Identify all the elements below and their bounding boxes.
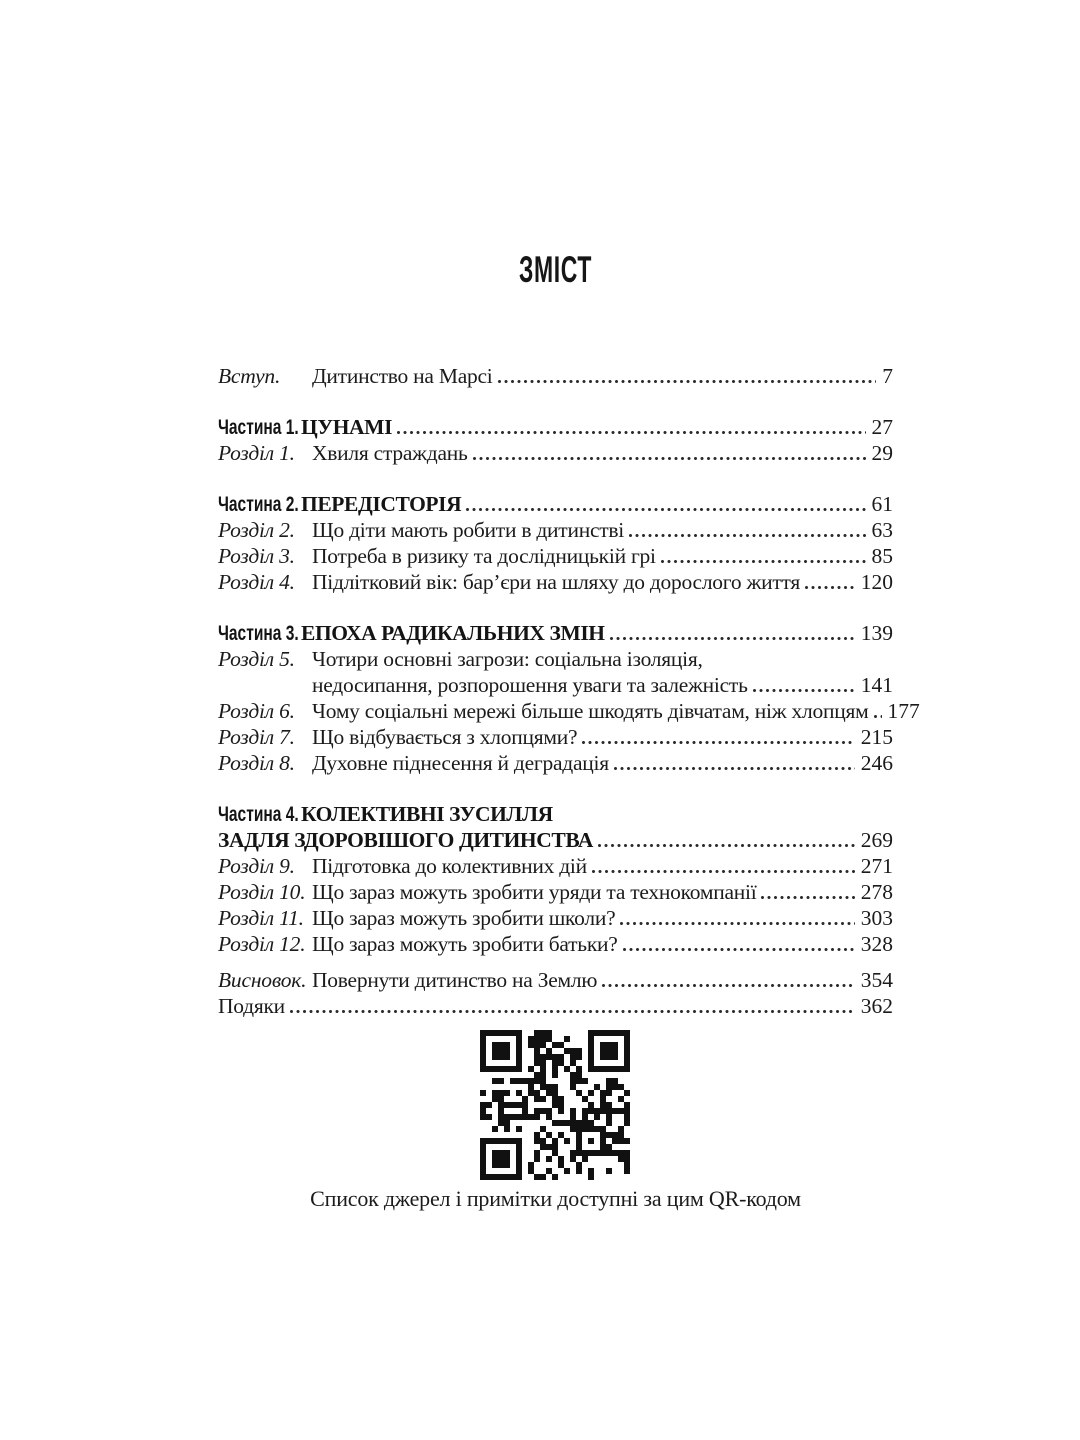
leader-dots (805, 586, 855, 589)
leader-dots (623, 948, 855, 951)
toc-entry (218, 750, 893, 776)
toc-entry-title: Що зараз можуть зробити школи? (312, 906, 616, 930)
leader-dots (629, 534, 865, 537)
toc-entry-line (218, 801, 893, 827)
toc-entry-line (218, 646, 893, 672)
leader-dots (620, 922, 854, 925)
toc-entry-line (218, 543, 893, 569)
toc-entry-label: Частина 1. (218, 416, 299, 439)
page-number: 328 (860, 932, 893, 956)
leader-dots (290, 1010, 855, 1013)
qr-code-image (480, 1030, 630, 1180)
toc-entry-label: Частина 2. (218, 493, 299, 516)
toc-entry (218, 724, 893, 750)
toc-entry-title: ПЕРЕДІСТОРІЯ (301, 492, 462, 516)
toc-entry (218, 879, 893, 905)
toc-entry-line (218, 993, 893, 1019)
leader-dots (874, 715, 882, 718)
toc-entry-title-continued: недосипання, розпорошення уваги та залежність (312, 673, 748, 697)
toc-entry (218, 440, 893, 466)
table-of-contents (218, 363, 920, 1019)
toc-entry-label: Розділ 2. (218, 518, 295, 542)
page-number: 278 (860, 880, 893, 904)
toc-entry-line (218, 363, 893, 389)
toc-entry-title: Повернути дитинство на Землю (312, 968, 598, 992)
qr-caption: Список джерел і примітки доступні за цим QR-кодом (310, 1186, 801, 1211)
qr-code (480, 1030, 630, 1180)
toc-entry-line (218, 931, 893, 957)
page-number: 269 (860, 828, 893, 852)
page-number: 141 (860, 673, 893, 697)
toc-entry-title: Підготовка до колективних дій (312, 854, 587, 878)
toc-entry-label: Розділ 12. (218, 932, 306, 956)
leader-dots (761, 896, 854, 899)
leader-dots (473, 457, 866, 460)
page-number: 303 (860, 906, 893, 930)
toc-entry-title: КОЛЕКТИВНІ ЗУСИЛЛЯ (301, 802, 553, 826)
leader-dots (753, 689, 855, 692)
toc-entry-title: Що зараз можуть зробити уряди та технокомпанії (312, 880, 757, 904)
toc-entry (218, 543, 893, 569)
toc-entry-line (218, 724, 893, 750)
leader-dots (592, 870, 855, 873)
toc-entry-label: Розділ 5. (218, 647, 295, 671)
toc-entry-line (218, 491, 893, 517)
toc-entry-line (218, 967, 893, 993)
toc-entry-line (218, 414, 893, 440)
leader-dots (466, 508, 865, 511)
toc-entry-label: Розділ 3. (218, 544, 295, 568)
toc-entry (218, 517, 893, 543)
toc-entry-label: Розділ 1. (218, 441, 295, 465)
page-number: 61 (871, 492, 893, 516)
leader-dots (498, 380, 877, 383)
leader-dots (602, 984, 855, 987)
page-number: 27 (871, 415, 893, 439)
toc-entry-label: Висновок. (218, 968, 307, 992)
page-title: ЗМІСТ (519, 249, 592, 290)
page-number: 177 (887, 699, 920, 723)
toc-entry-title: Дитинство на Марсі (312, 364, 493, 388)
toc-entry-label: Розділ 7. (218, 725, 295, 749)
page-number: 85 (871, 544, 893, 568)
toc-entry (218, 993, 893, 1019)
page-number: 7 (882, 364, 893, 388)
toc-entry-line (218, 853, 893, 879)
toc-entry-title-continued: ЗАДЛЯ ЗДОРОВІШОГО ДИТИНСТВА (218, 828, 594, 852)
toc-entry (218, 620, 893, 646)
toc-entry (218, 905, 893, 931)
toc-entry-label: Вступ. (218, 364, 281, 388)
toc-entry-title: Що відбувається з хлопцями? (312, 725, 578, 749)
page-number: 29 (871, 441, 893, 465)
toc-entry-label: Розділ 10. (218, 880, 306, 904)
page-number: 362 (860, 994, 893, 1018)
page-number: 63 (871, 518, 893, 542)
toc-entry-label: Частина 3. (218, 622, 299, 645)
toc-entry-line (218, 672, 893, 698)
toc-entry-title: ЦУНАМІ (301, 415, 393, 439)
page-number: 139 (860, 621, 893, 645)
toc-entry (218, 698, 920, 724)
toc-entry-line (218, 827, 893, 853)
leader-dots (610, 637, 855, 640)
toc-entry-label: Розділ 9. (218, 854, 295, 878)
leader-dots (614, 767, 855, 770)
toc-entry (218, 853, 893, 879)
toc-entry-label: Розділ 6. (218, 699, 295, 723)
toc-entry-title: Потреба в ризику та дослідницькій грі (312, 544, 656, 568)
toc-entry-line (218, 905, 893, 931)
toc-entry-title: Хвиля страждань (312, 441, 468, 465)
page-number: 246 (860, 751, 893, 775)
toc-entry-label: Частина 4. (218, 803, 299, 826)
toc-entry (218, 491, 893, 517)
toc-entry (218, 363, 893, 389)
toc-entry-title: Духовне піднесення й деградація (312, 751, 609, 775)
leader-dots (661, 560, 866, 563)
toc-entry-line (218, 517, 893, 543)
toc-entry (218, 646, 893, 698)
toc-entry-line (218, 698, 920, 724)
page-number: 271 (860, 854, 893, 878)
page-number: 120 (860, 570, 893, 594)
toc-entry-label: Розділ 11. (218, 906, 304, 930)
toc-entry-label: Розділ 4. (218, 570, 295, 594)
toc-entry-line (218, 750, 893, 776)
toc-entry-title: Що зараз можуть зробити батьки? (312, 932, 618, 956)
toc-entry-title: Що діти мають робити в дитинстві (312, 518, 625, 542)
toc-entry (218, 801, 893, 853)
toc-entry-title: Чому соціальні мережі більше шкодять дівчатам, ніж хлопцям (312, 699, 869, 723)
toc-entry-title: ЕПОХА РАДИКАЛЬНИХ ЗМІН (301, 621, 605, 645)
toc-entry-line (218, 569, 893, 595)
toc-entry-title: Підлітковий вік: бар’єри на шляху до дорослого життя (312, 570, 800, 594)
page-number: 354 (860, 968, 893, 992)
toc-entry (218, 569, 893, 595)
leader-dots (598, 844, 855, 847)
leader-dots (397, 431, 865, 434)
leader-dots (582, 741, 854, 744)
toc-entry-title: Подяки (218, 994, 285, 1018)
toc-entry-label: Розділ 8. (218, 751, 295, 775)
toc-entry (218, 414, 893, 440)
toc-entry-line (218, 620, 893, 646)
toc-entry (218, 931, 893, 957)
toc-entry-line (218, 440, 893, 466)
toc-entry-line (218, 879, 893, 905)
toc-entry (218, 967, 893, 993)
page-number: 215 (860, 725, 893, 749)
toc-entry-title: Чотири основні загрози: соціальна ізоляція, (312, 647, 703, 671)
